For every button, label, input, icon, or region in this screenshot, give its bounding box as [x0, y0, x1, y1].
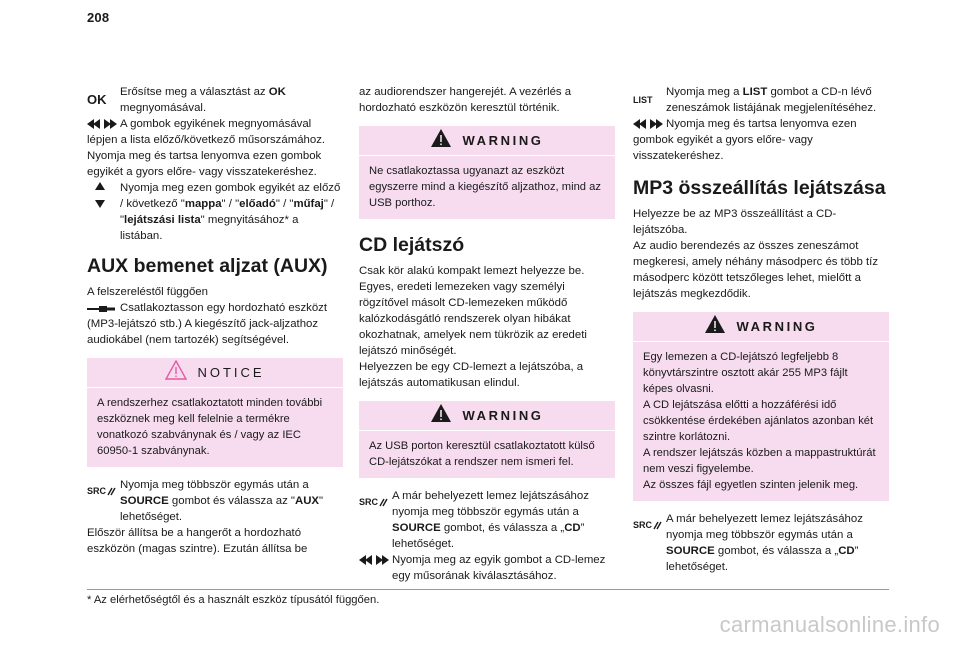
- hold-paragraph: Nyomja meg és tartsa lenyomva ezen gombok egyikét a gyors előre- vagy visszatekeréshez.: [87, 150, 322, 178]
- up-down-icon: [95, 182, 125, 208]
- warning-box-3: [633, 312, 889, 501]
- cd-bold: CD: [838, 545, 855, 557]
- prev-next-icon: [633, 119, 663, 129]
- mp3-paragraph: Helyezze be az MP3 összeállítást a CD-lejátszóba.: [633, 208, 837, 236]
- warning-text-4: Az összes fájl egyetlen szinten jelenik meg.: [643, 479, 859, 491]
- src-cd-post-3: ” lehetőséget.: [666, 545, 859, 573]
- warning-text-1: Egy lemezen a CD-lejátszó legfeljebb 8 könyvtárszintre osztott akár 255 MP3 fájlt képes olvasni.: [643, 351, 848, 395]
- ok-bold: OK: [268, 86, 286, 98]
- warning-title-1: WARNING: [462, 132, 544, 148]
- aux-heading: AUX bemenet aljzat (AUX): [87, 255, 328, 277]
- ok-icon: OK: [87, 92, 107, 107]
- sep: " / ": [120, 198, 335, 226]
- warning-title-2: WARNING: [462, 407, 544, 423]
- source-bold: SOURCE: [666, 545, 715, 557]
- notice-box: [87, 358, 343, 467]
- aux-intro: A felszereléstől függően: [87, 286, 208, 298]
- warning-triangle-icon: [430, 128, 452, 153]
- warning-triangle-icon: [430, 403, 452, 428]
- warning-text-2: A CD lejátszása előtti a hozzáférési idő csökkentése érdekében ajánlatos azonban két szintre korlátozni.: [643, 399, 874, 443]
- src-aux-paragraph: [87, 477, 343, 525]
- jack-plug-icon: [87, 304, 117, 314]
- warning-text-3: A rendszer lejátszás közben a mappastruktúrát nem veszi figyelembe.: [643, 447, 876, 475]
- src-cd-text-3: A már behelyezett lemez lejátszásához nyomja meg többször egymás után a: [666, 513, 863, 541]
- warning-body-3: [633, 342, 889, 493]
- source-icon: [359, 494, 389, 510]
- mufaj-bold: műfaj: [293, 198, 324, 210]
- notice-body: A rendszerhez csatlakoztatott minden további eszköznek meg kell felelnie a termékre vonatkozó szabványnak és / vagy az IEC 60950-1 szabványnak.: [97, 397, 323, 457]
- prev-next-icon: [359, 555, 389, 565]
- warning-triangle-icon: [704, 314, 726, 339]
- updown-paragraph: [87, 180, 343, 244]
- list-bold: LIST: [742, 86, 768, 98]
- warning-header-2: [359, 401, 615, 431]
- cd-heading: CD lejátszó: [359, 234, 465, 256]
- hold-paragraph-3: [633, 116, 889, 164]
- src-cd-text: A már behelyezett lemez lejátszásához nyomja meg többször egymás után a: [392, 490, 589, 518]
- list-paragraph: [633, 84, 889, 116]
- src-aux-post: " lehetőséget.: [120, 495, 324, 523]
- mp3-heading: MP3 összeállítás lejátszása: [633, 177, 886, 199]
- mappa-bold: mappa: [184, 198, 222, 210]
- cd-arrows-text: Nyomja meg az egyik gombot a CD-lemez egy műsorának kiválasztásához.: [392, 554, 606, 582]
- aux-paragraph: [87, 300, 343, 348]
- notice-triangle-icon: [165, 360, 187, 385]
- warning-header-3: [633, 312, 889, 342]
- warning-box-1: [359, 126, 615, 219]
- cd-paragraph: Csak kör alakú kompakt lemezt helyezze be. Egyes, eredeti lemezeken vagy személyi rögzítővel másolt CD-lemezeken működő kalózkodásgátló rendszerek olyan hibákat okozhatnak, amelyek nem tükrözik az eredeti lejátszó minőségét.: [359, 265, 587, 357]
- hold-text-3: Nyomja meg és tartsa lenyomva ezen gombok egyikét a gyors előre- vagy visszatekeréshez.: [633, 118, 857, 162]
- prev-next-icon: [87, 119, 117, 129]
- arrows-text: A gombok egyikének megnyomásával lépjen a lista előző/következő műsorszámához.: [87, 118, 326, 146]
- watermark: carmanualsonline.info: [719, 612, 940, 637]
- src-aux-mid: gombot és válassza az ": [168, 495, 295, 507]
- source-icon: [633, 517, 663, 533]
- aux-bold: AUX: [294, 495, 320, 507]
- eloado-bold: előadó: [239, 198, 276, 210]
- source-bold: SOURCE: [392, 522, 441, 534]
- source-icon-label: SRC: [359, 497, 379, 507]
- volume-paragraph: Először állítsa be a hangerőt a hordozható eszközön (magas szintre). Ezután állítsa be: [87, 527, 308, 555]
- updown-text: Nyomja meg ezen gombok egyikét az előző / következő ": [120, 182, 341, 210]
- sep: " / ": [275, 198, 294, 210]
- cont-paragraph: az audiorendszer hangerejét. A vezérlés a hordozható eszközön keresztül történik.: [359, 86, 572, 114]
- source-icon: [87, 483, 117, 499]
- mp3-paragraph-2: Az audio berendezés az összes zeneszámot megkeresi, amely néhány másodperc és több tíz másodperc között tetszőleges lehet, mielőtt a lejátszás megkezdődik.: [633, 240, 879, 300]
- sep: " / ": [221, 198, 240, 210]
- column-2: [359, 84, 615, 584]
- cd-paragraph-2: Helyezzen be egy CD-lemezt a lejátszóba, a lejátszás automatikusan elindul.: [359, 361, 584, 389]
- ok-text-post: megnyomásával.: [120, 102, 207, 114]
- warning-body-2: Az USB porton keresztül csatlakoztatott külső CD-lejátszókat a rendszer nem ismeri fel.: [369, 440, 595, 468]
- cd-arrows-paragraph: [359, 552, 615, 584]
- notice-title: NOTICE: [197, 364, 265, 380]
- page-number: 208: [87, 10, 110, 25]
- column-1: [87, 84, 343, 557]
- list-text: Nyomja meg a: [666, 86, 743, 98]
- footnote: * Az elérhetőségtől és a használt eszköz típusától függően.: [87, 594, 380, 606]
- footnote-divider: [87, 589, 889, 590]
- arrows-paragraph: [87, 116, 343, 148]
- src-cd-mid-3: gombot, és válassza a „: [714, 545, 839, 557]
- list-icon: LIST: [633, 95, 653, 105]
- warning-title-3: WARNING: [736, 318, 818, 334]
- warning-header-1: [359, 126, 615, 156]
- updown-post: " megnyitásához* a listában.: [120, 214, 299, 242]
- warning-box-2: [359, 401, 615, 478]
- src-cd-paragraph: [359, 488, 615, 552]
- notice-header: [87, 358, 343, 388]
- src-cd-mid: gombot, és válassza a „: [440, 522, 565, 534]
- source-icon-label: SRC: [633, 520, 653, 530]
- src-aux-text: Nyomja meg többször egymás után a: [120, 479, 309, 491]
- src-cd-post: ” lehetőséget.: [392, 522, 585, 550]
- cd-bold: CD: [564, 522, 581, 534]
- aux-text: Csatlakoztasson egy hordozható eszközt (MP3-lejátszó stb.) A kiegészítő jack-aljzathoz audiokábel (nem tartozék) segítségével.: [87, 302, 328, 346]
- lejatszasi-bold: lejátszási lista: [124, 214, 201, 226]
- ok-text: Erősítse meg a választást az: [120, 86, 269, 98]
- warning-body-1: Ne csatlakoztassa ugyanazt az eszközt egyszerre mind a kiegészítő aljzathoz, mind az USB porthoz.: [369, 165, 601, 209]
- list-post: gombot a CD-n lévő zeneszámok listájának megjelenítéséhez.: [666, 86, 877, 114]
- source-icon-label: SRC: [87, 486, 107, 496]
- column-3: [633, 84, 889, 575]
- src-cd-paragraph-3: [633, 511, 889, 575]
- source-bold: SOURCE: [120, 495, 169, 507]
- ok-paragraph: [87, 84, 343, 116]
